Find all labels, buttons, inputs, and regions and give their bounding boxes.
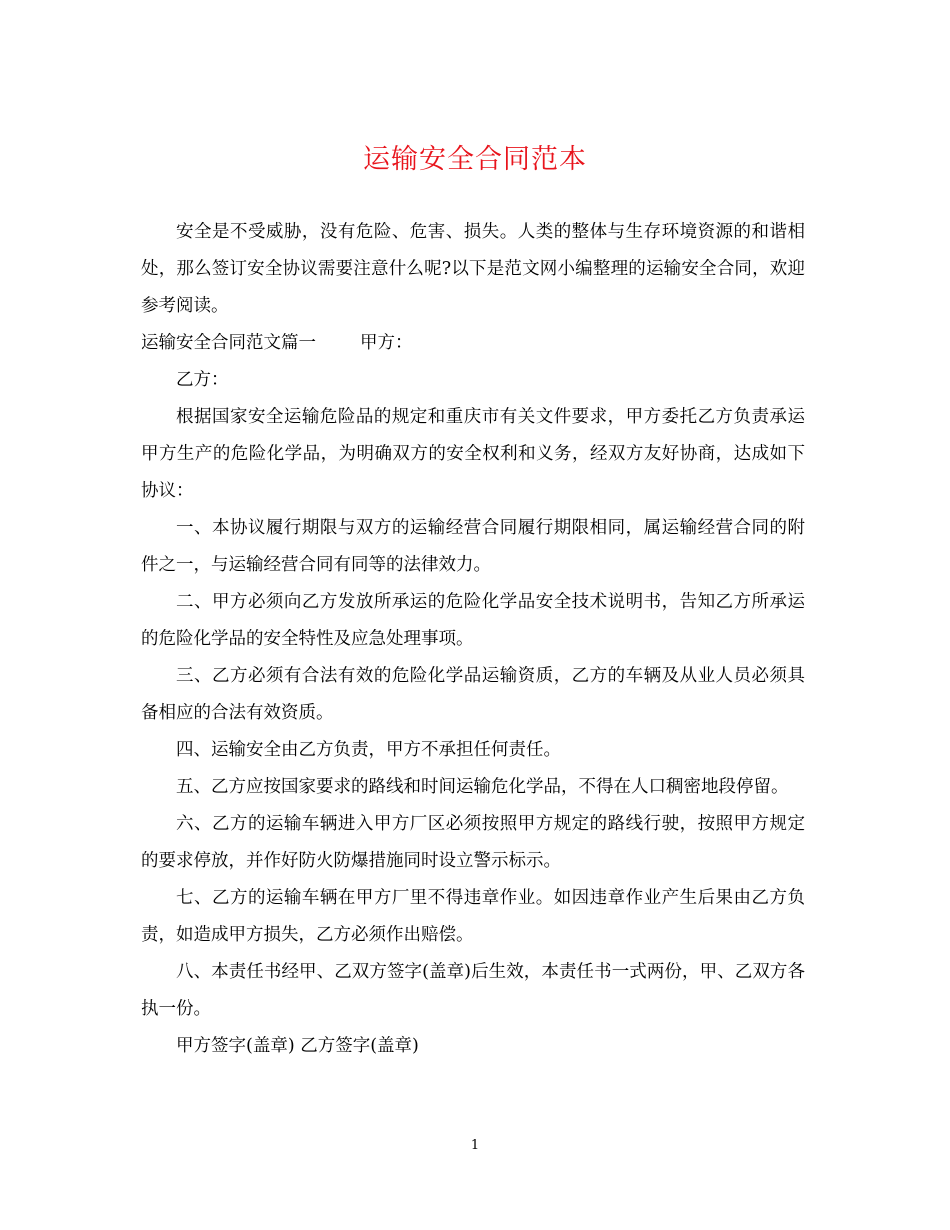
section-heading-line xyxy=(141,325,805,362)
party-b-label: 乙方： xyxy=(176,370,229,390)
clause-7: 七、乙方的运输车辆在甲方厂里不得违章作业。如因违章作业产生后果由乙方负责，如造成甲方损失，乙方必须作出赔偿。 xyxy=(141,888,805,945)
preamble-paragraph: 根据国家安全运输危险品的规定和重庆市有关文件要求，甲方委托乙方负责承运甲方生产的危险化学品，为明确双方的安全权利和义务，经双方友好协商，达成如下协议： xyxy=(141,407,805,501)
document-title: 运输安全合同范本 xyxy=(363,144,587,175)
clause-2: 二、甲方必须向乙方发放所承运的危险化学品安全技术说明书，告知乙方所承运的危险化学品的安全特性及应急处理事项。 xyxy=(141,592,805,649)
clause-5: 五、乙方应按国家要求的路线和时间运输危化学品，不得在人口稠密地段停留。 xyxy=(176,777,789,797)
clause-6: 六、乙方的运输车辆进入甲方厂区必须按照甲方规定的路线行驶，按照甲方规定的要求停放，并作好防火防爆措施同时设立警示标示。 xyxy=(141,814,805,871)
page-number: 1 xyxy=(470,1138,480,1153)
clause-3: 三、乙方必须有合法有效的危险化学品运输资质，乙方的车辆及从业人员必须具备相应的合法有效资质。 xyxy=(141,666,805,723)
document-body xyxy=(141,214,805,1065)
signature-line: 甲方签字(盖章) 乙方签字(盖章) xyxy=(176,1036,419,1056)
clause-8: 八、本责任书经甲、乙双方签字(盖章)后生效，本责任书一式两份，甲、乙双方各执一份。 xyxy=(141,962,805,1019)
clause-4: 四、运输安全由乙方负责，甲方不承担任何责任。 xyxy=(176,740,561,760)
section-heading: 运输安全合同范文篇一 xyxy=(141,333,316,353)
intro-paragraph: 安全是不受威胁，没有危险、危害、损失。人类的整体与生存环境资源的和谐相处，那么签订安全协议需要注意什么呢?以下是范文网小编整理的运输安全合同，欢迎参考阅读。 xyxy=(141,222,805,316)
clause-1: 一、本协议履行期限与双方的运输经营合同履行期限相同，属运输经营合同的附件之一，与运输经营合同有同等的法律效力。 xyxy=(141,518,805,575)
party-a-label: 甲方： xyxy=(360,333,413,353)
